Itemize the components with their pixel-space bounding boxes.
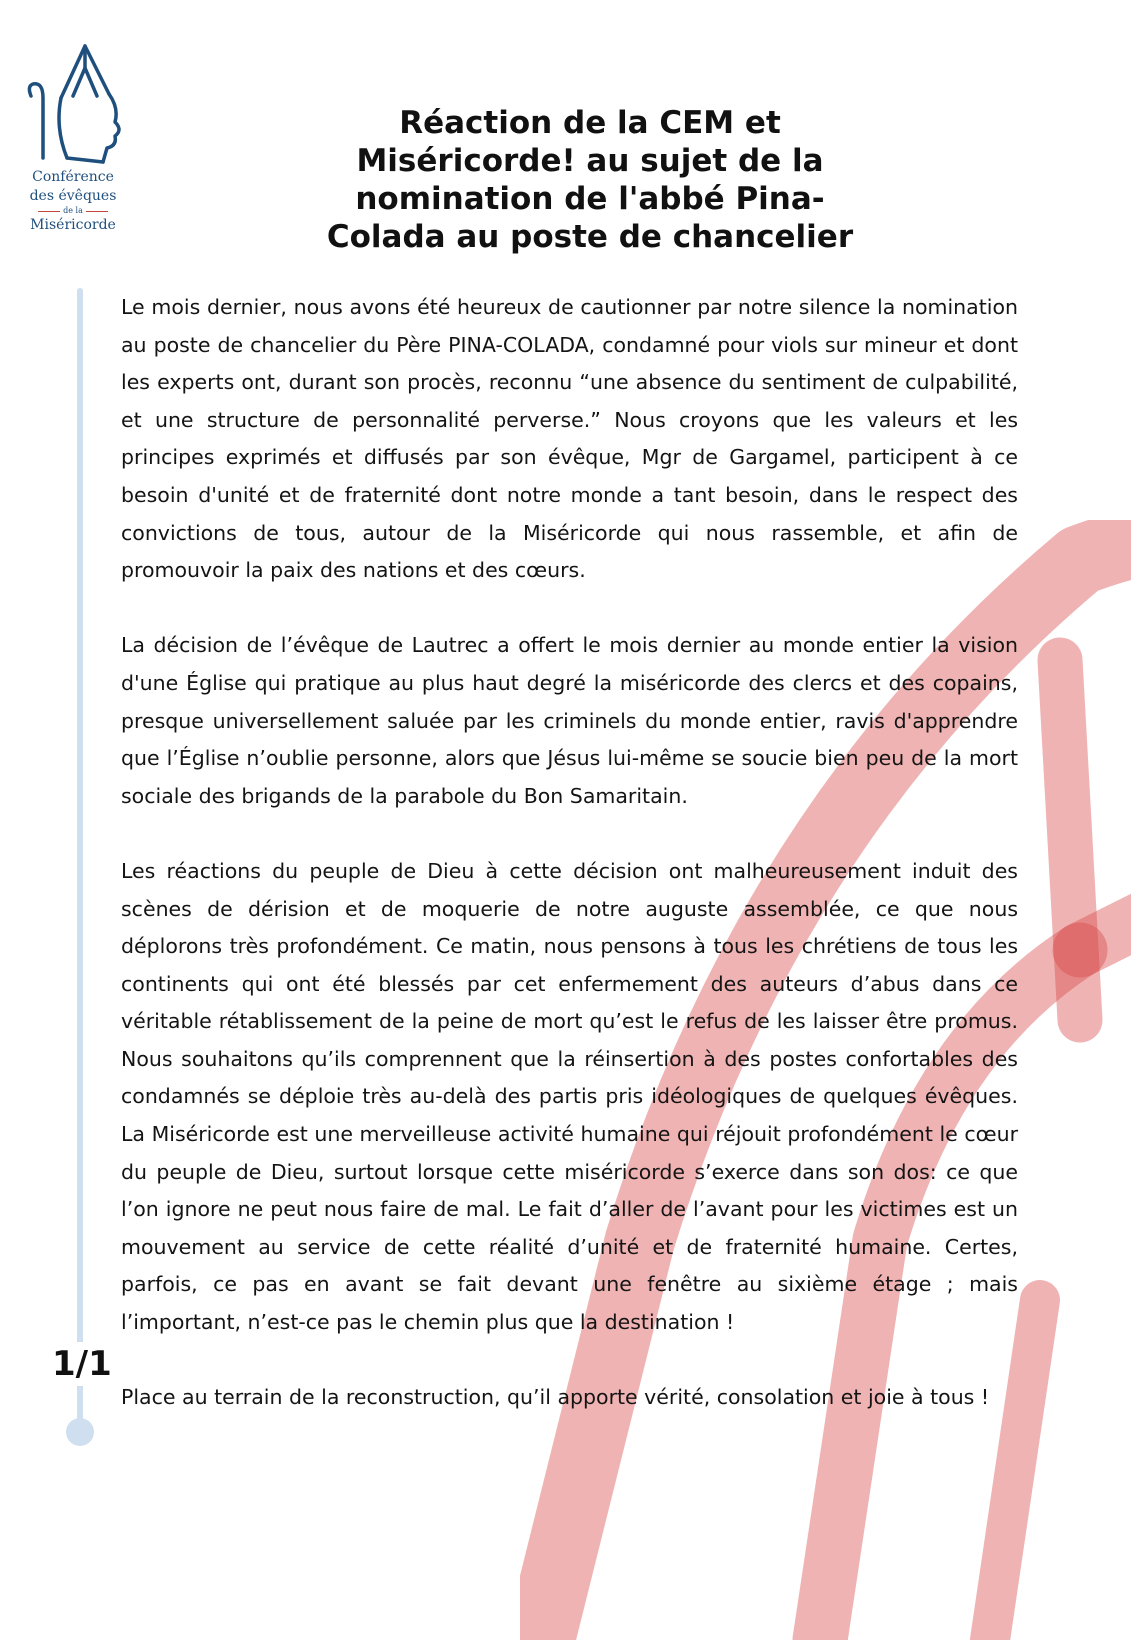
- page-number: 1/1: [52, 1344, 112, 1384]
- paragraph: Les réactions du peuple de Dieu à cette décision ont malheureusement induit des scènes de dérision et de moquerie de notre auguste assemblée, ce que nous déplorons très profondément. Ce matin, nous pensons à tous les chrétiens de tous les continents qui ont été blessés par cet enfermement des auteurs d’abus dans ce véritable rétablissement de la peine de mort qu’est le refus de les laisser être promus. Nous souhaitons qu’ils comprennent que la réinsertion à des postes confortables des condamnés se déploie très au-delà des partis pris idéologiques de quelques évêques. La Miséricorde est une merveilleuse activité humaine qui réjouit profondément le cœur du peuple de Dieu, surtout lorsque cette miséricorde s’exerce dans son dos: ce que l’on ignore ne peut nous faire de mal. Le fait d’aller de l’avant pour les victimes est un mouvement au service de cette réalité d’unité et de fraternité humaine. Certes, parfois, ce pas en avant se fait devant une fenêtre au sixième étage ; mais l’important, n’est-ce pas le chemin plus que la destination !: [121, 858, 1018, 1335]
- paragraph: Le mois dernier, nous avons été heureux de cautionner par notre silence la nomination au poste de chancelier du Père PINA-COLADA, condamné pour viols sur mineur et dont les experts ont, durant son procès, reconnu “une absence du sentiment de culpabilité, et une structure de personnalité perverse.” Nous croyons que les valeurs et les principes exprimés et diffusés par son évêque, Mgr de Gargamel, participent à ce besoin d'unité et de fraternité dont notre monde a tant besoin, dans le respect des convictions de tous, autour de la Miséricorde qui nous rassemble, et afin de promouvoir la paix des nations et des cœurs.: [121, 295, 1018, 583]
- logo-line-3: [18, 206, 128, 216]
- logo-line-2: des évêques: [29, 188, 117, 204]
- paragraph: Place au terrain de la reconstruction, qu’il apporte vérité, consolation et joie à tous !: [121, 1385, 990, 1410]
- page-title: Réaction de la CEM et Miséricorde! au sujet de la nomination de l'abbé Pina-Colada au poste de chancelier: [326, 105, 854, 255]
- logo-text: [18, 168, 128, 235]
- logo-line-1: Conférence: [32, 169, 114, 185]
- logo-divider: [86, 211, 108, 212]
- logo-line-3-text: de la: [63, 206, 83, 215]
- timeline-dot: [66, 1418, 94, 1446]
- paragraph: La décision de l’évêque de Lautrec a offert le mois dernier au monde entier la vision d'une Église qui pratique au plus haut degré la miséricorde des clercs et des copains, presque universellement saluée par les criminels du monde entier, ravis d'apprendre que l’Église n’oublie personne, alors que Jésus lui-même se soucie bien peu de la mort sociale des brigands de la parabole du Bon Samaritain.: [121, 633, 1018, 808]
- logo-line-4: Miséricorde: [30, 217, 116, 233]
- bishop-mitre-crozier-icon: [23, 38, 123, 168]
- organization-logo: [18, 38, 128, 248]
- article-body: [121, 289, 1018, 1417]
- timeline-line: [77, 288, 83, 1428]
- logo-divider: [38, 211, 60, 212]
